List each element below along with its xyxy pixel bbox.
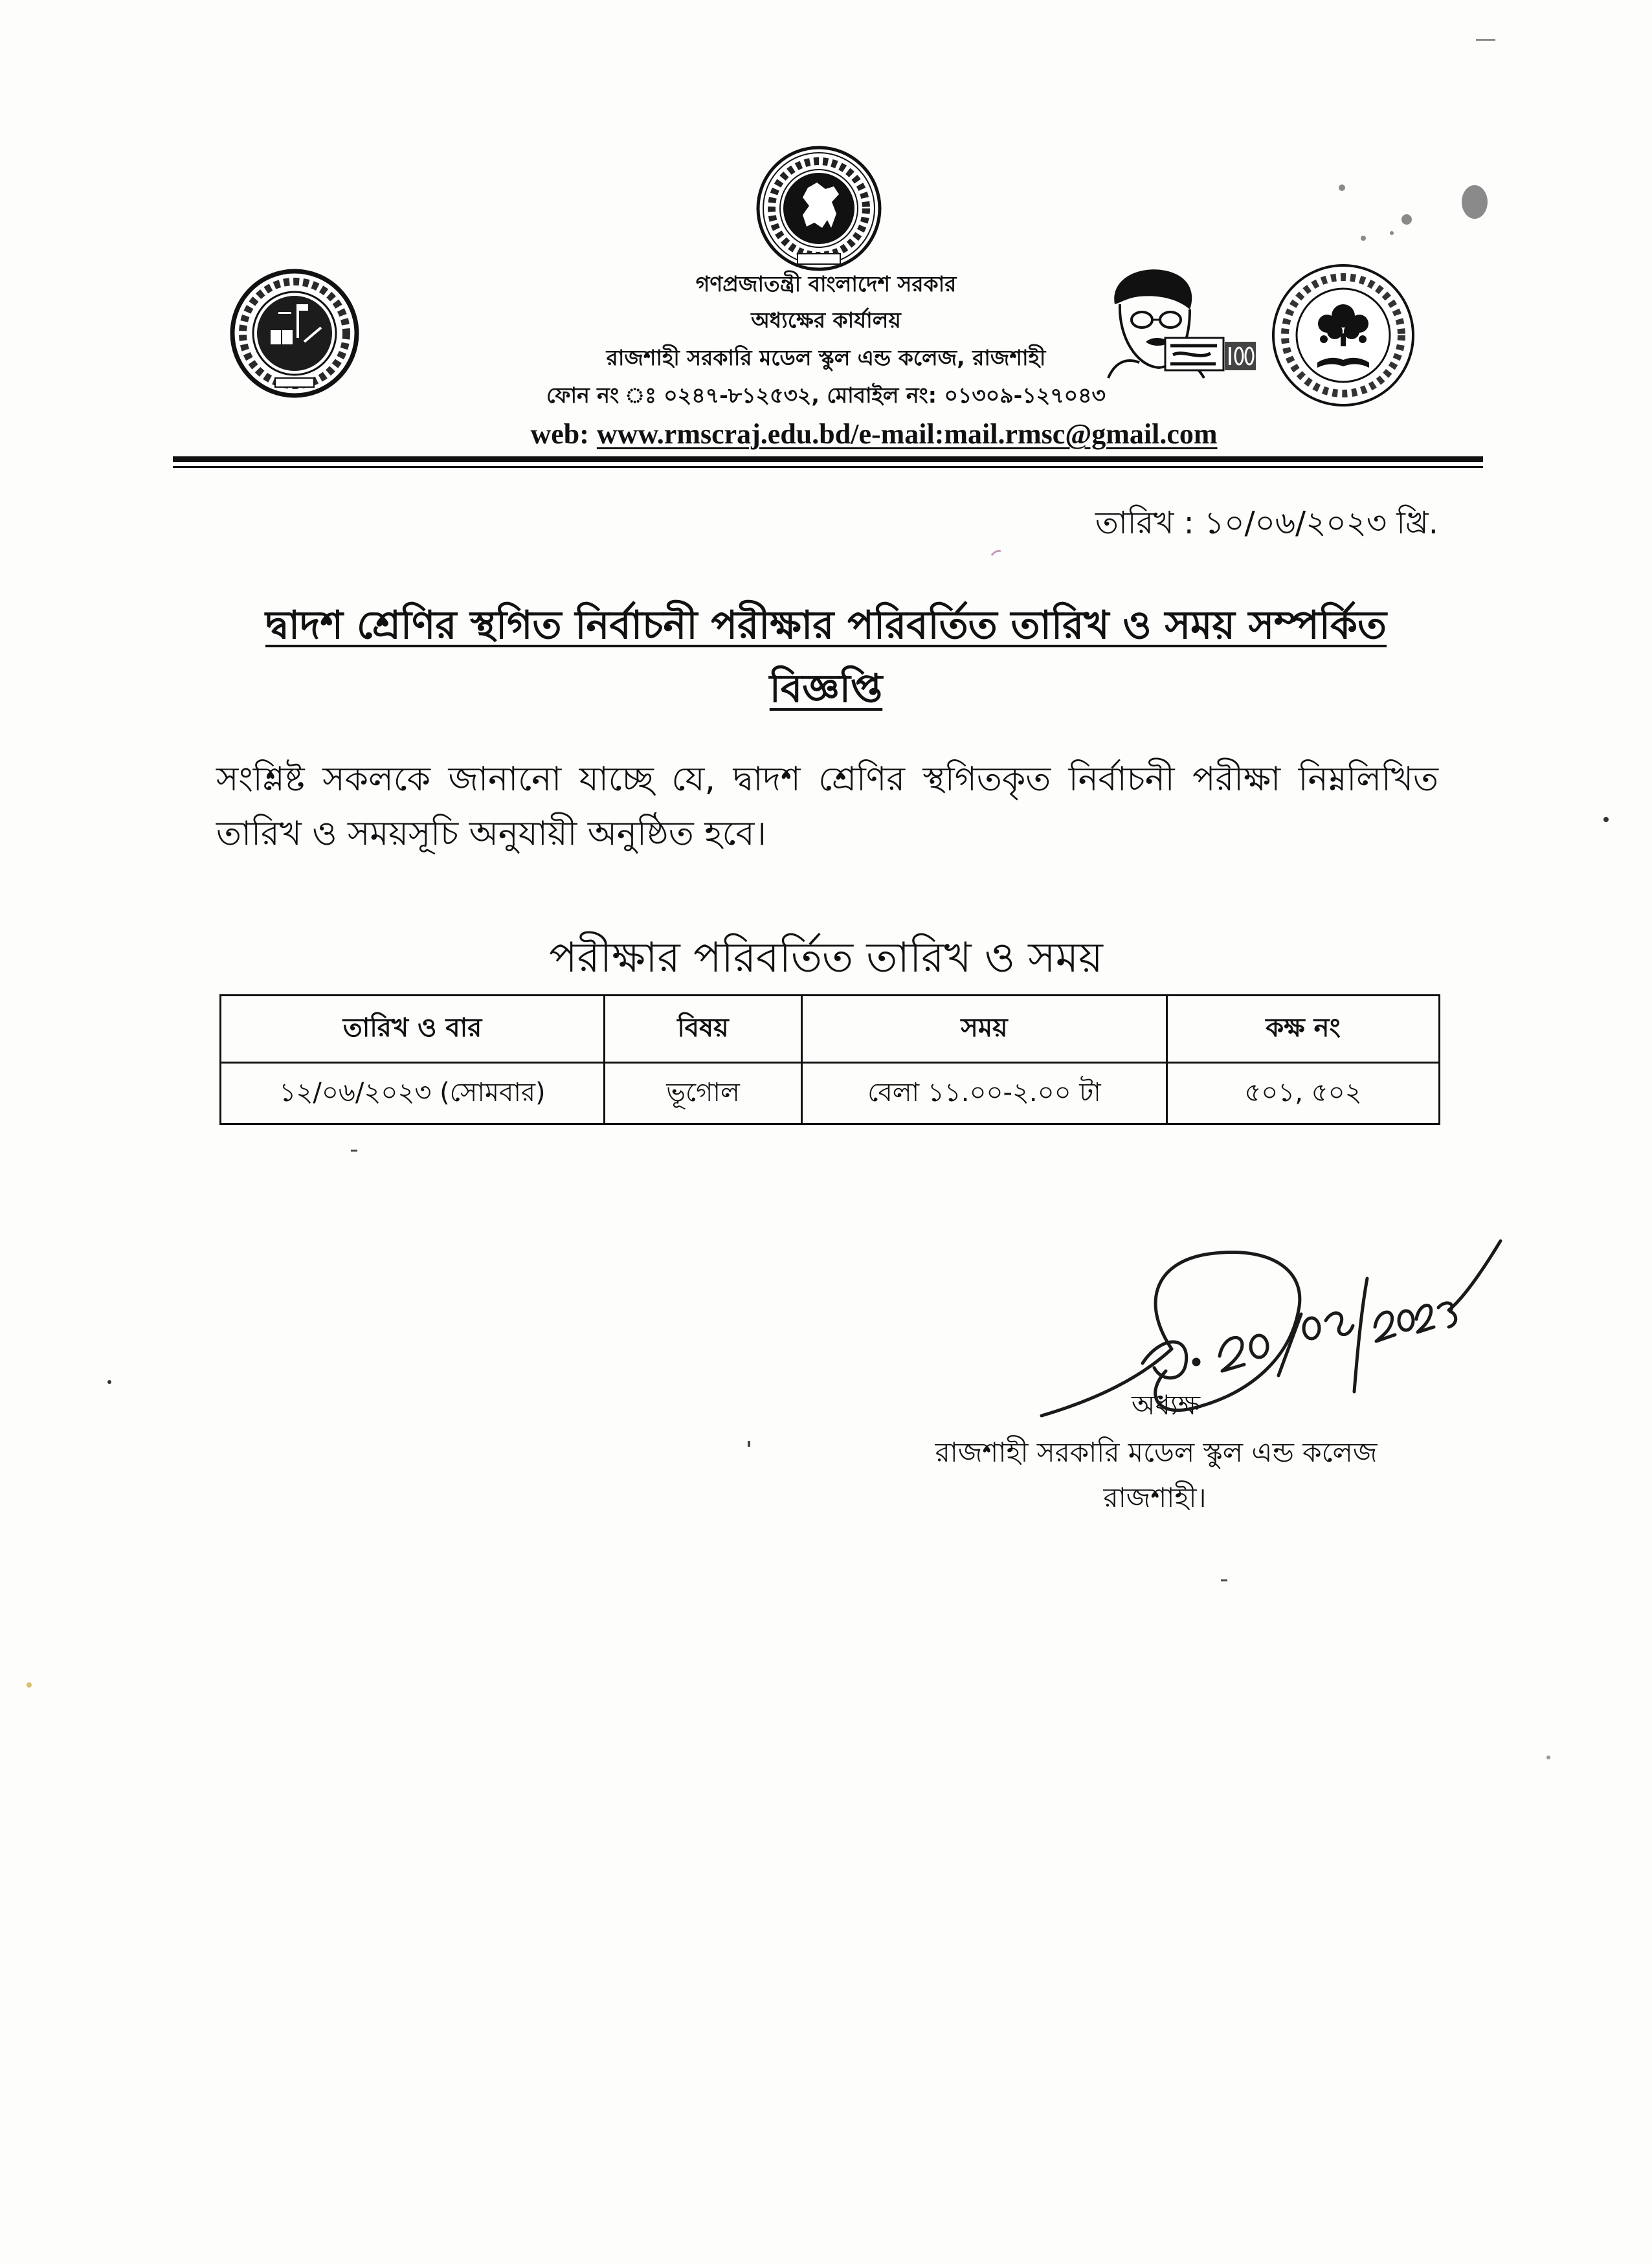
scan-speck xyxy=(27,1682,32,1688)
signature-date-stroke xyxy=(1251,1335,1267,1357)
web-label: web: xyxy=(530,418,589,450)
scan-speck xyxy=(1401,214,1412,225)
signature-date-slash xyxy=(1354,1278,1367,1392)
seal-lettering-band xyxy=(772,161,866,256)
signature-date-stroke xyxy=(1220,1337,1244,1371)
table-row xyxy=(221,1063,1440,1124)
notice-title-subtext: বিজ্ঞপ্তি xyxy=(769,666,883,711)
signature-date-stroke xyxy=(1375,1312,1395,1341)
scan-speck xyxy=(1603,817,1609,822)
seal-banner xyxy=(798,254,840,264)
header-rule-thick xyxy=(173,456,1483,462)
cell-time: বেলা ১১.০০-২.০০ টা xyxy=(802,1063,1167,1124)
column-header-room: কক্ষ নং xyxy=(1167,996,1440,1063)
header-office-name: অধ্যক্ষের কার্যালয় xyxy=(751,307,901,333)
signature-date-stroke xyxy=(1438,1303,1456,1327)
cell-subject: ভূগোল xyxy=(605,1063,802,1124)
scan-speck xyxy=(748,1441,750,1447)
signature-date-slash xyxy=(1278,1314,1301,1376)
header-rule-thin xyxy=(173,466,1483,468)
scan-speck xyxy=(992,551,1001,555)
notice-title-line2 xyxy=(155,663,1497,715)
web-email-address: www.rmscraj.edu.bd/e-mail:mail.rmsc@gmail.com xyxy=(596,418,1218,450)
signature-date-stroke xyxy=(1399,1311,1413,1330)
table-header-row xyxy=(221,996,1440,1063)
column-header-subject: বিষয় xyxy=(605,996,802,1063)
signatory-designation: অধ্যক্ষ xyxy=(1131,1389,1201,1421)
scan-speck xyxy=(1390,231,1394,235)
seal-center-disc xyxy=(783,173,854,244)
notice-title-line1 xyxy=(155,599,1497,651)
signature-initial xyxy=(1143,1342,1187,1378)
seal-inner-ring xyxy=(763,153,875,264)
header-web-line xyxy=(414,416,1334,452)
signatory-institution: রাজশাহী সরকারি মডেল স্কুল এন্ড কলেজ xyxy=(935,1436,1378,1468)
signature-dot xyxy=(1194,1359,1199,1365)
scan-speck xyxy=(107,1380,111,1384)
column-header-date-day: তারিখ ও বার xyxy=(221,996,605,1063)
header-govt-name: গণপ্রজাতন্ত্রী বাংলাদেশ সরকার xyxy=(695,271,957,296)
cell-date-day: ১২/০৬/২০২৩ (সোমবার) xyxy=(221,1063,605,1124)
notice-date: তারিখ : ১০/০৬/২০২৩ খ্রি. xyxy=(1095,505,1438,541)
signature-date-stroke xyxy=(1326,1313,1353,1334)
header-institution-name: রাজশাহী সরকারি মডেল স্কুল এন্ড কলেজ, রাজশাহী xyxy=(606,345,1046,370)
notice-body: সংশ্লিষ্ট সকলকে জানানো যাচ্ছে যে, দ্বাদশ শ্রেণির স্থগিতকৃত নির্বাচনী পরীক্ষা নিম্নলিখিত তারিখ ও সময়সূচি অনুযায়ী অনুষ্ঠিত হবে। xyxy=(216,760,1438,853)
notice-title-text: দ্বাদশ শ্রেণির স্থগিত নির্বাচনী পরীক্ষার পরিবর্তিত তারিখ ও সময় সম্পর্কিত xyxy=(265,603,1387,648)
scan-speck xyxy=(1546,1756,1550,1759)
seal-outer-ring xyxy=(758,148,880,269)
header-contact-numbers: ফোন নং ঃ ০২৪৭-৮১২৫৩২, মোবাইল নং: ০১৩০৯-১২৭০৪৩ xyxy=(546,383,1106,408)
bangladesh-map-shape xyxy=(803,183,839,228)
signature-tail xyxy=(1449,1241,1501,1310)
scan-speck xyxy=(1476,39,1495,41)
schedule-heading: পরীক্ষার পরিবর্তিত তারিখ ও সময় xyxy=(549,934,1103,982)
seal-center-ring xyxy=(780,170,858,247)
government-seal-logo xyxy=(758,148,880,269)
signatory-city: রাজশাহী। xyxy=(1103,1482,1207,1513)
column-header-time: সময় xyxy=(802,996,1167,1063)
cell-room: ৫০১, ৫০২ xyxy=(1167,1063,1440,1124)
scan-speck xyxy=(351,1150,357,1152)
signature-date-stroke xyxy=(1304,1318,1319,1339)
scan-speck xyxy=(1221,1579,1227,1581)
exam-schedule-table xyxy=(219,994,1440,1125)
scan-speck xyxy=(1361,236,1366,241)
scan-speck xyxy=(1339,184,1345,191)
signature-date-stroke xyxy=(1416,1306,1434,1332)
scan-speck xyxy=(1462,185,1488,219)
